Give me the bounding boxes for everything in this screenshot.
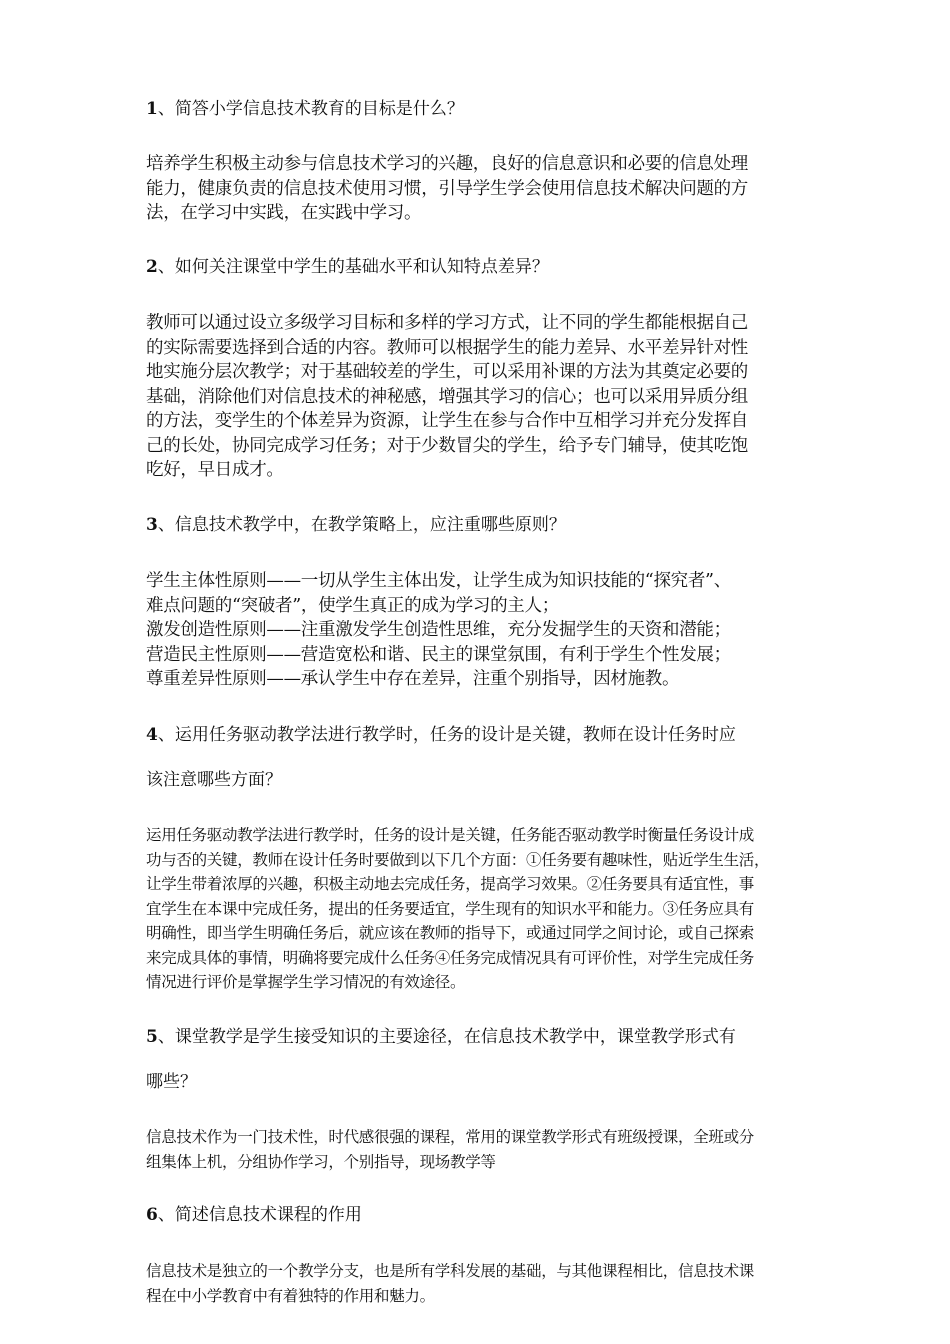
question-number: 2 bbox=[146, 257, 158, 277]
answer-line: 功与否的关键，教师在设计任务时要做到以下几个方面：①任务要有趣味性，贴近学生生活， bbox=[146, 850, 770, 869]
question-text: 、如何关注课堂中学生的基础水平和认知特点差异？ bbox=[157, 257, 549, 277]
question-text: 哪些？ bbox=[146, 1072, 197, 1092]
answer-line: 让学生带着浓厚的兴趣，积极主动地去完成任务，提高学习效果。②任务要具有适宜性，事 bbox=[146, 875, 755, 893]
answer-5 bbox=[146, 1125, 816, 1174]
answer-line: 运用任务驱动教学法进行教学时，任务的设计是关键，任务能否驱动教学时衡量任务设计成 bbox=[146, 826, 755, 844]
question-text: 、简述信息技术课程的作用 bbox=[157, 1205, 362, 1225]
answer-line: 明确性，即当学生明确任务后，就应该在教师的指导下，或通过同学之间讨论，或自己探索 bbox=[146, 924, 755, 942]
question-5 bbox=[146, 1025, 816, 1049]
question-text: 、运用任务驱动教学法进行教学时，任务的设计是关键，教师在设计任务时应 bbox=[157, 725, 736, 745]
answer-line: 己的长处，协同完成学习任务；对于少数冒尖的学生，给予专门辅导，使其吃饱 bbox=[146, 435, 748, 456]
answer-line: 激发创造性原则——注重激发学生创造性思维，充分发掘学生的天资和潜能； bbox=[146, 620, 731, 640]
question-number: 1 bbox=[146, 99, 158, 119]
answer-line: 地实施分层次教学；对于基础较差的学生，可以采用补课的方法为其奠定必要的 bbox=[146, 362, 748, 382]
question-3 bbox=[146, 513, 816, 537]
answer-4 bbox=[146, 823, 816, 995]
answer-line: 尊重差异性原则——承认学生中存在差异，注重个别指导，因材施教。 bbox=[146, 669, 680, 689]
question-2 bbox=[146, 255, 816, 279]
answer-line: 来完成具体的事情，明确将要完成什么任务④任务完成情况具有可评价性，对学生完成任务 bbox=[146, 948, 755, 967]
question-5-continued bbox=[146, 1070, 816, 1094]
question-text: 、信息技术教学中，在教学策略上，应注重哪些原则？ bbox=[157, 515, 566, 535]
question-text: 、简答小学信息技术教育的目标是什么？ bbox=[157, 99, 464, 119]
question-4 bbox=[146, 723, 816, 747]
question-6 bbox=[146, 1203, 816, 1227]
question-number: 5 bbox=[146, 1027, 158, 1047]
answer-line: 的实际需要选择到合适的内容。教师可以根据学生的能力差异、水平差异针对性 bbox=[146, 337, 748, 358]
answer-line: 程在中小学教育中有着独特的作用和魅力。 bbox=[146, 1286, 435, 1305]
question-number: 6 bbox=[146, 1205, 158, 1225]
question-text: 、课堂教学是学生接受知识的主要途径，在信息技术教学中，课堂教学形式有 bbox=[157, 1027, 736, 1047]
answer-line: 信息技术是独立的一个教学分支，也是所有学科发展的基础，与其他课程相比，信息技术课 bbox=[146, 1262, 755, 1280]
answer-line: 法，在学习中实践，在实践中学习。 bbox=[146, 203, 422, 223]
answer-line: 的方法，变学生的个体差异为资源，让学生在参与合作中互相学习并充分发挥自 bbox=[146, 411, 748, 431]
answer-line: 宜学生在本课中完成任务，提出的任务要适宜，学生现有的知识水平和能力。③任务应具有 bbox=[146, 899, 755, 918]
answer-line: 基础，消除他们对信息技术的神秘感，增强其学习的信心；也可以采用异质分组 bbox=[146, 386, 748, 407]
question-1 bbox=[146, 97, 816, 121]
answer-3 bbox=[146, 569, 816, 692]
answer-6 bbox=[146, 1259, 816, 1308]
answer-line: 学生主体性原则——一切从学生主体出发，让学生成为知识技能的“探究者”、 bbox=[146, 571, 731, 591]
question-number: 3 bbox=[146, 515, 158, 535]
answer-line: 教师可以通过设立多级学习目标和多样的学习方式，让不同的学生都能根据自己 bbox=[146, 313, 748, 333]
answer-line: 信息技术作为一门技术性，时代感很强的课程，常用的课堂教学形式有班级授课，全班或分 bbox=[146, 1128, 755, 1146]
answer-line: 培养学生积极主动参与信息技术学习的兴趣，良好的信息意识和必要的信息处理 bbox=[146, 154, 748, 174]
answer-1 bbox=[146, 152, 816, 226]
answer-line: 难点问题的“突破者”，使学生真正的成为学习的主人； bbox=[146, 595, 559, 616]
answer-line: 营造民主性原则——营造宽松和谐、民主的课堂氛围，有利于学生个性发展； bbox=[146, 644, 731, 665]
question-text: 该注意哪些方面？ bbox=[146, 770, 282, 790]
answer-line: 情况进行评价是掌握学生学习情况的有效途径。 bbox=[146, 973, 466, 991]
question-4-continued bbox=[146, 768, 816, 792]
question-number: 4 bbox=[146, 725, 158, 745]
answer-line: 能力，健康负责的信息技术使用习惯，引导学生学会使用信息技术解决问题的方 bbox=[146, 178, 748, 199]
answer-2 bbox=[146, 311, 816, 483]
answer-line: 组集体上机，分组协作学习，个别指导，现场教学等 bbox=[146, 1152, 496, 1171]
answer-line: 吃好，早日成才。 bbox=[146, 460, 284, 480]
